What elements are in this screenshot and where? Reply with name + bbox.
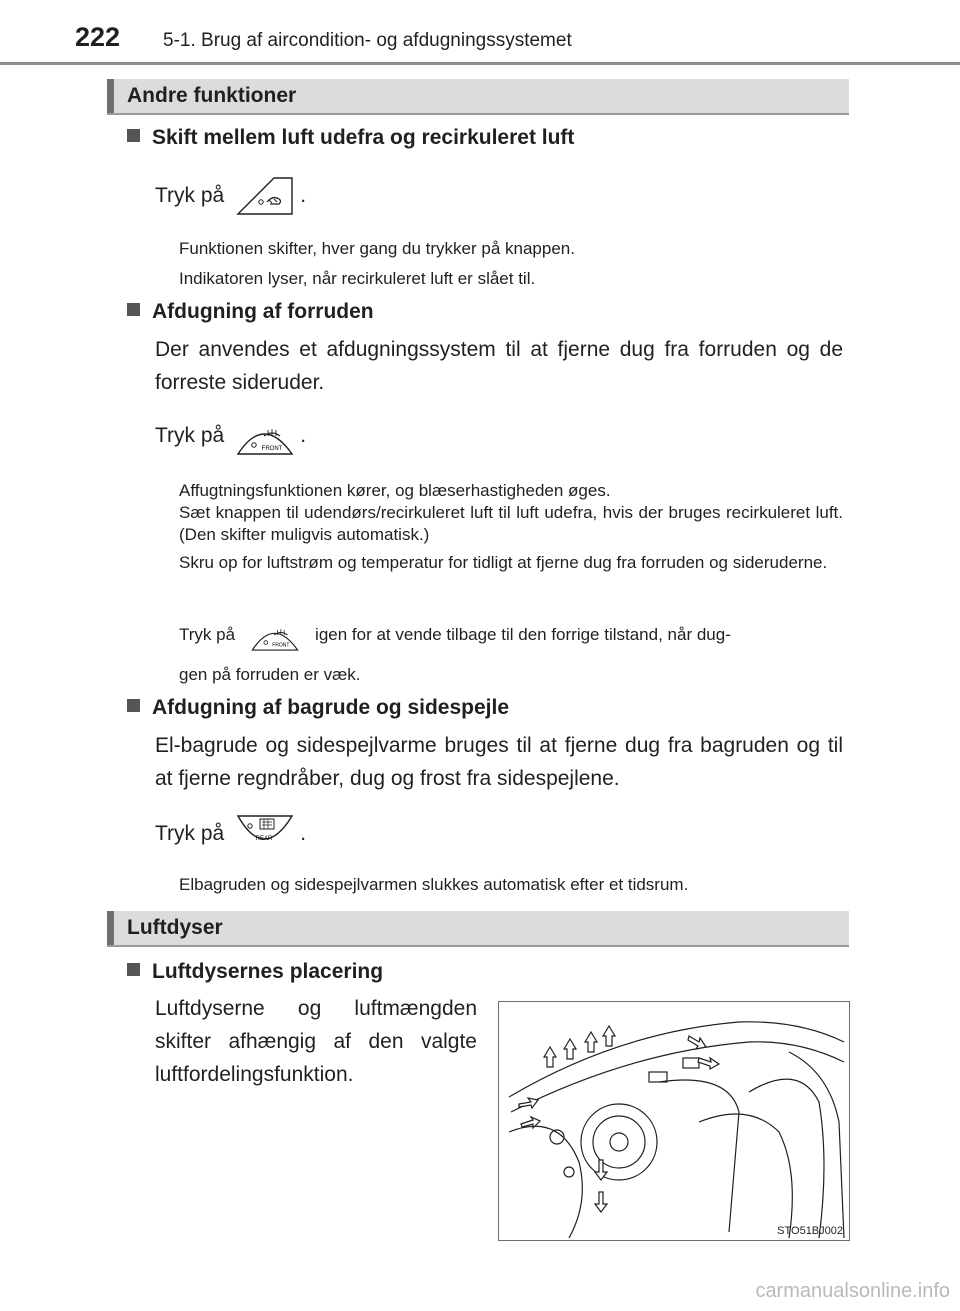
- rear-body: El-bagrude og sidespejlvarme bruges til at fjerne dug fra bagruden og til at fjerne regndråber, dug og frost fra sidespejlene.: [155, 734, 843, 790]
- note-windshield-2: Sæt knappen til udendørs/recirkuleret luft til luft udefra, hvis der bruges recirkuleret luft. (Den skifter muligvis automatisk.): [179, 503, 843, 544]
- press-line-windshield: Tryk på FRONT .: [155, 414, 306, 458]
- vents-body: Luftdyserne og luftmængden skifter afhængig af den valgte luftfordelingsfunktion.: [155, 997, 477, 1086]
- front-defogger-button-icon: [234, 414, 296, 458]
- page-number: 222: [75, 22, 121, 52]
- note-recirc-1: Funktionen skifter, hver gang du trykker på knappen.: [179, 239, 575, 258]
- subheading-windshield: Afdugning af forruden: [127, 300, 374, 324]
- note-windshield-4: Tryk på FRONT igen for at vende tilbage til den forrige tilstand, når dug-: [179, 616, 843, 654]
- rear-defogger-button-icon: [234, 812, 296, 856]
- svg-text:REAR: REAR: [255, 836, 273, 842]
- subheading-rear: Afdugning af bagrude og sidespejle: [127, 696, 509, 720]
- note-recirc-2: Indikatoren lyser, når recirkuleret luft er slået til.: [179, 269, 536, 288]
- bullet-square-icon: [127, 303, 140, 316]
- press-line-recirculation: Tryk på .: [155, 174, 306, 218]
- subheading-recirculation: Skift mellem luft udefra og recirkuleret luft: [127, 126, 574, 150]
- svg-text:FRONT: FRONT: [261, 446, 283, 452]
- section-title: Andre funktioner: [127, 84, 297, 107]
- press-line-rear: Tryk på REAR .: [155, 812, 306, 856]
- vents-illustration: [498, 1001, 850, 1241]
- svg-text:FRONT: FRONT: [272, 642, 290, 649]
- dashboard-vents-drawing: [499, 1002, 849, 1240]
- header-rule: [0, 62, 960, 65]
- note-windshield-4-cont: gen på forruden er væk.: [179, 665, 361, 684]
- section-bar-other-functions: [107, 79, 849, 115]
- running-head: 5-1. Brug af aircondition- og afdugningssystemet: [163, 30, 572, 51]
- bullet-square-icon: [127, 963, 140, 976]
- note-windshield-3: Skru op for luftstrøm og temperatur for tidligt at fjerne dug fra forruden og sideruderne.: [179, 553, 828, 572]
- recirculation-button-icon: [234, 174, 296, 218]
- bullet-square-icon: [127, 129, 140, 142]
- figure-code: STO51BJ002: [777, 1225, 843, 1237]
- watermark: carmanualsonline.info: [755, 1280, 950, 1302]
- section-title: Luftdyser: [127, 916, 223, 939]
- section-bar-vents: [107, 911, 849, 947]
- subheading-vents: Luftdysernes placering: [127, 960, 383, 984]
- bullet-square-icon: [127, 699, 140, 712]
- front-defogger-button-icon: [249, 616, 301, 654]
- note-rear-1: Elbagruden og sidespejlvarmen slukkes automatisk efter et tidsrum.: [179, 875, 689, 894]
- windshield-body: Der anvendes et afdugningssystem til at fjerne dug fra forruden og de forreste sideruder.: [155, 338, 843, 394]
- note-windshield-1: Affugtningsfunktionen kører, og blæserhastigheden øges.: [179, 481, 611, 500]
